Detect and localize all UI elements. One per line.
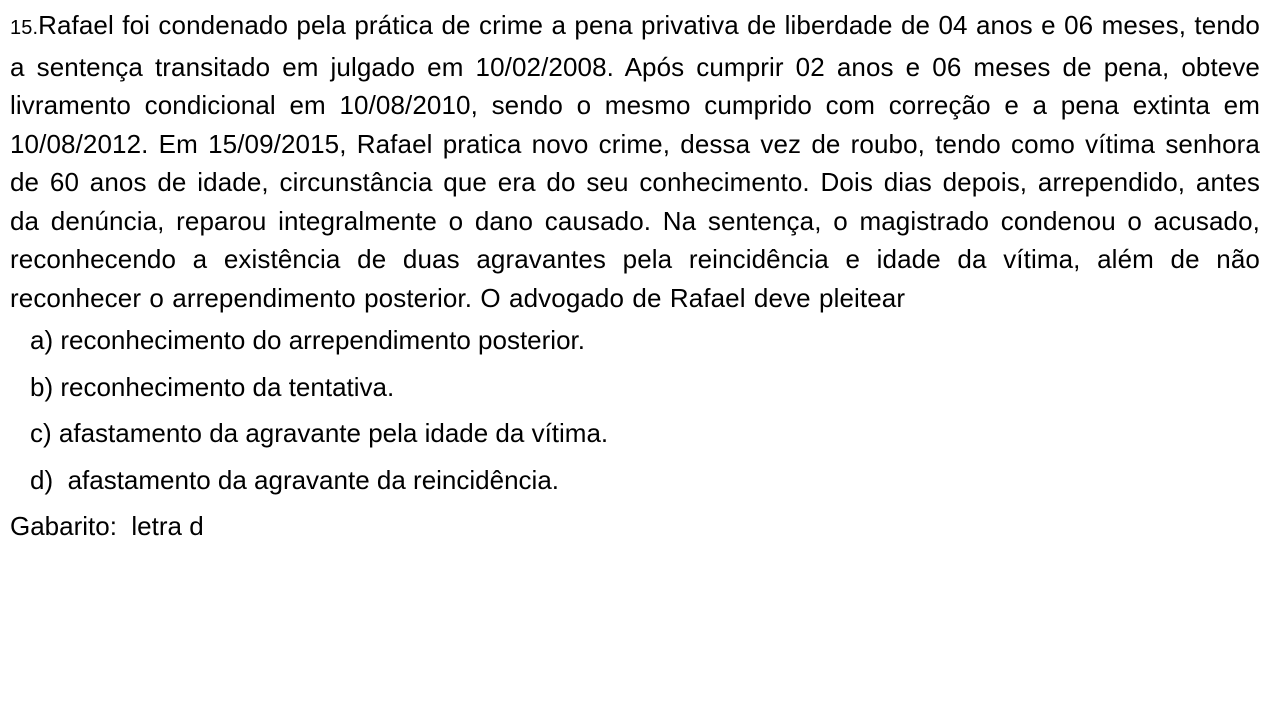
option-b: b) reconhecimento da tentativa.: [30, 371, 395, 402]
question-text: Rafael foi condenado pela prática de crime a pena privativa de liberdade de 04 anos e 06 meses, tendo a sentença transitado em julgado em 10/02/2008. Após cumprir 02 anos e 06 meses de pena, obteve livramento condicional em 10/08/2010, sendo o mesmo cumprido com correção e a pena extinta em 10/08/2012. Em 15/09/2015, Rafael pratica novo crime, dessa vez de roubo, tendo como vítima senhora de 60 anos de idade, circunstância que era do seu conhecimento. Dois dias depois, arrependido, antes da denúncia, reparou integralmente o dano causado. Na sentença, o magistrado condenou o acusado, reconhecendo a existência de duas agravantes pela reincidência e idade da vítima, além de não reconhecer o arrependimento posterior. O advogado de Rafael deve pleitear: [10, 10, 1260, 313]
option-d: d) afastamento da agravante da reincidência.: [30, 464, 560, 495]
option-c: c) afastamento da agravante pela idade da vítima.: [30, 418, 609, 448]
question-number: 15.: [10, 17, 39, 39]
question-paragraph: [10, 6, 1260, 317]
answer-options: [10, 317, 1260, 503]
answer-key: Gabarito: letra d: [10, 511, 204, 541]
option-a: a) reconhecimento do arrependimento posterior.: [30, 325, 585, 355]
slide: [10, 6, 1260, 716]
